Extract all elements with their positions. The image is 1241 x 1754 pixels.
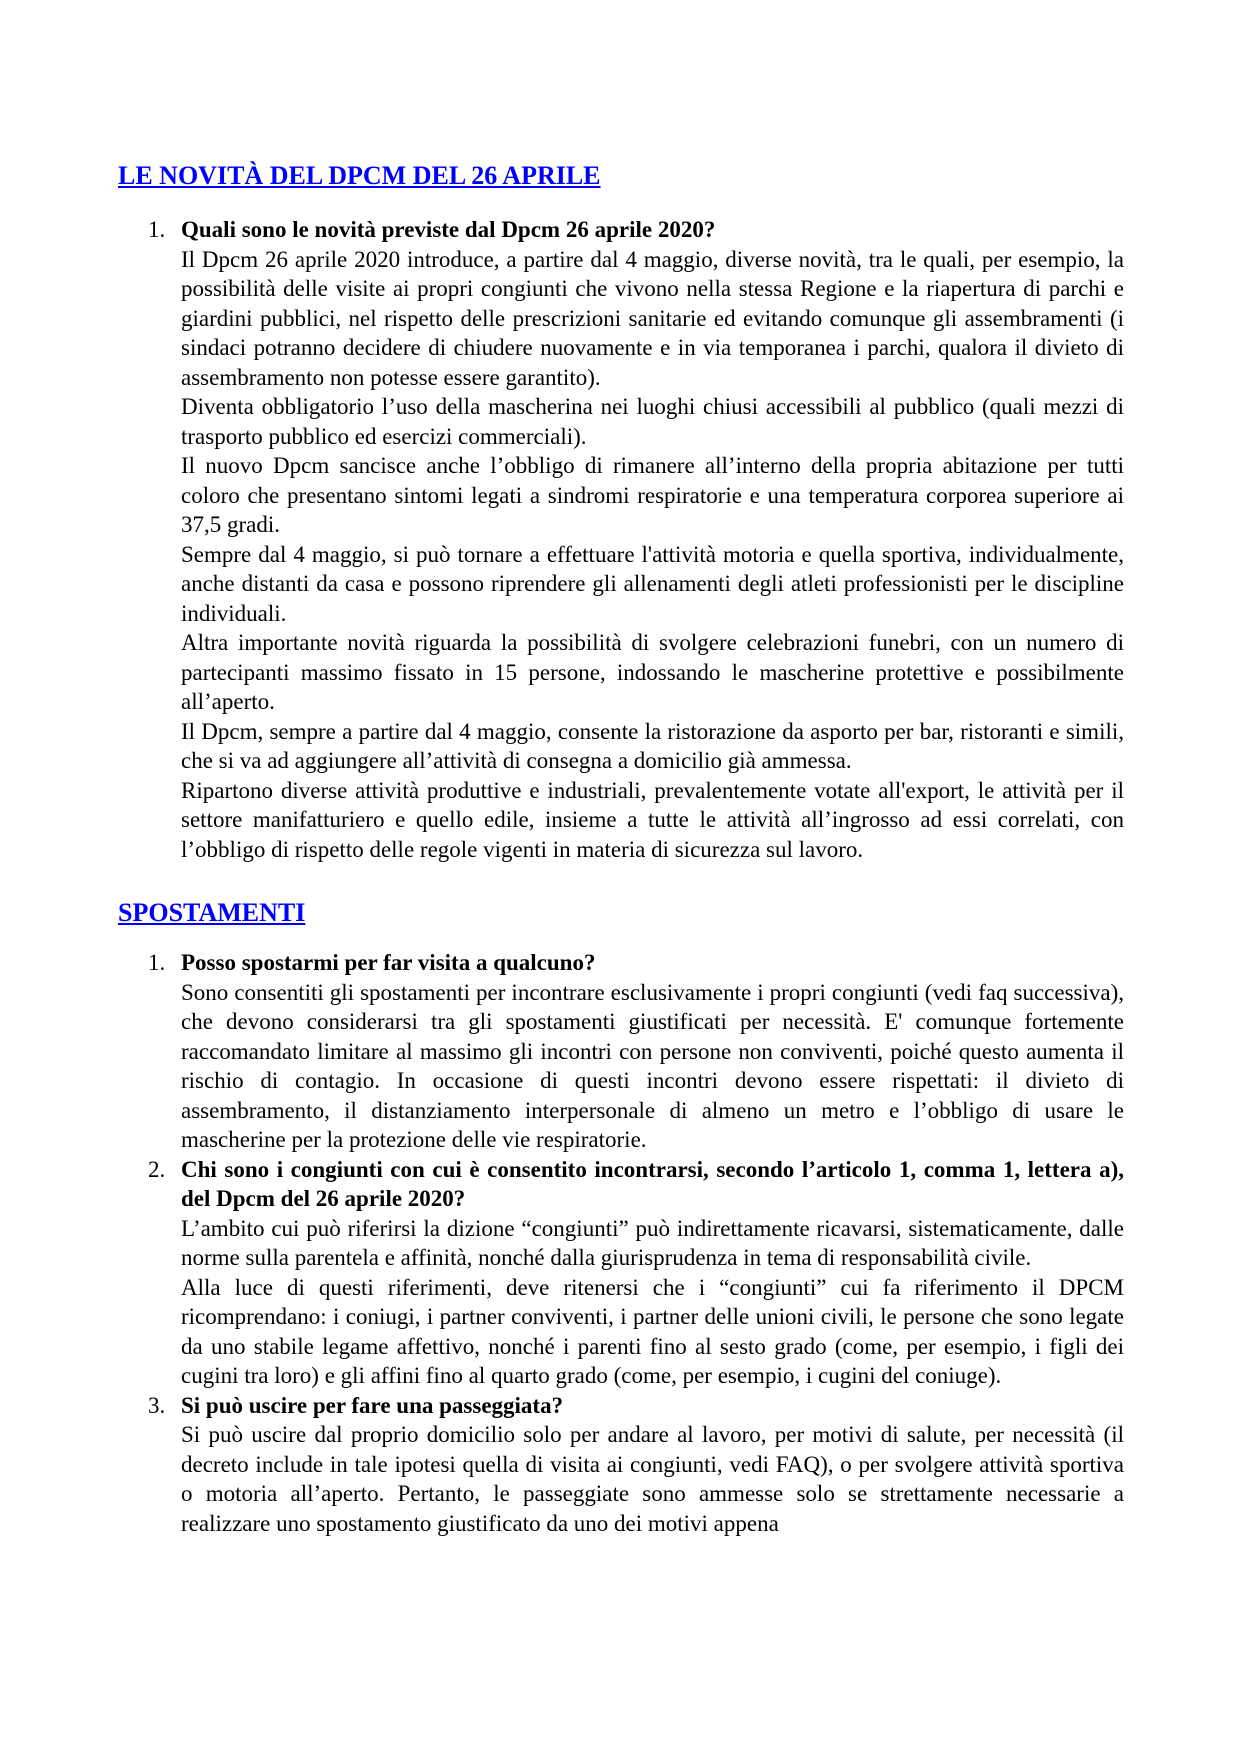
faq-item-content [181,1391,1124,1539]
faq-paragraph: Sono consentiti gli spostamenti per incontrare esclusivamente i propri congiunti (vedi faq successiva), che devono considerarsi tra gli spostamenti giustificati per necessità. E' comunque fortemente raccomandato limitare al massimo gli incontri con persone non conviventi, poiché questo aumenta il rischio di contagio. In occasione di questi incontri devono essere rispettati: il divieto di assembramento, il distanziamento interpersonale di almeno un metro e l’obbligo di usare le mascherine per la protezione delle vie respiratorie. [181,979,1124,1152]
faq-paragraph: Sempre dal 4 maggio, si può tornare a effettuare l'attività motoria e quella sportiva, individualmente, anche distanti da casa e possono riprendere gli allenamenti degli atleti professionisti per le discipline individuali. [181,541,1124,626]
faq-item [118,215,1124,864]
faq-list-spostamenti [118,948,1124,1538]
faq-item-content [181,215,1124,864]
faq-question: Posso spostarmi per far visita a qualcuno? [181,950,596,975]
item-number: 2. [148,1156,166,1182]
faq-paragraph: L’ambito cui può riferirsi la dizione “congiunti” può indirettamente ricavarsi, sistematicamente, dalle norme sulla parentela e affinità, nonché dalla giurisprudenza in tema di responsabilità civile. [181,1215,1124,1270]
faq-question: Chi sono i congiunti con cui è consentito incontrarsi, secondo l’articolo 1, comma 1, lettera a), del Dpcm del 26 aprile 2020? [181,1156,1124,1211]
faq-item-content [181,948,1124,1155]
faq-paragraph: Altra importante novità riguarda la possibilità di svolgere celebrazioni funebri, con un numero di partecipanti massimo fissato in 15 persone, indossando le mascherine protettive e possibilmente all’aperto. [181,630,1124,714]
faq-paragraph: Ripartono diverse attività produttive e industriali, prevalentemente votate all'export, le attività per il settore manifatturiero e quello edile, insieme a tutte le attività all’ingrosso ad essi correlati, con l’obbligo di rispetto delle regole vigenti in materia di sicurezza sul lavoro. [181,777,1124,862]
faq-item-content [181,1155,1124,1391]
faq-list-novita [118,215,1124,864]
faq-question: Quali sono le novità previste dal Dpcm 26 aprile 2020? [181,217,716,242]
item-number: 3. [148,1392,166,1418]
faq-paragraph: Diventa obbligatorio l’uso della mascherina nei luoghi chiusi accessibili al pubblico (quali mezzi di trasporto pubblico ed esercizi commerciali). [181,394,1124,449]
faq-item [118,1391,1124,1539]
faq-paragraph: Il Dpcm, sempre a partire dal 4 maggio, consente la ristorazione da asporto per bar, ristoranti e simili, che si va ad aggiungere all’attività di consegna a domicilio già ammessa. [181,718,1124,773]
item-number: 1. [148,217,166,242]
faq-paragraph: Alla luce di questi riferimenti, deve ritenersi che i “congiunti” cui fa riferimento il DPCM ricomprendano: i coniugi, i partner conviventi, i partner delle unioni civili, le persone che sono legate da uno stabile legame affettivo, nonché i parenti fino al sesto grado (come, per esempio, i figli dei cugini tra loro) e gli affini fino al quarto grado (come, per esempio, i cugini del coniuge). [181,1274,1124,1388]
faq-question: Si può uscire per fare una passeggiata? [181,1392,564,1418]
faq-paragraph: Il nuovo Dpcm sancisce anche l’obbligo di rimanere all’interno della propria abitazione per tutti coloro che presentano sintomi legati a sindromi respiratorie e una temperatura corporea superiore ai 37,5 gradi. [181,453,1124,537]
section-heading-spostamenti: SPOSTAMENTI [118,898,306,927]
faq-paragraph: Si può uscire dal proprio domicilio solo per andare al lavoro, per motivi di salute, per necessità (il decreto include in tale ipotesi quella di visita ai congiunti, vedi FAQ), o per svolgere attività sportiva o motoria all’aperto. Pertanto, le passeggiate sono ammesse solo se strettamente necessarie a realizzare uno spostamento giustificato da uno dei motivi appena [181,1422,1124,1536]
faq-item [118,948,1124,1155]
item-number: 1. [148,950,166,975]
section-heading-novita-dpcm: LE NOVITÀ DEL DPCM DEL 26 APRILE [118,161,601,190]
faq-item [118,1155,1124,1391]
faq-paragraph: Il Dpcm 26 aprile 2020 introduce, a partire dal 4 maggio, diverse novità, tra le quali, per esempio, la possibilità delle visite ai propri congiunti che vivono nella stessa Regione e la riapertura di parchi e giardini pubblici, nel rispetto delle prescrizioni sanitarie ed evitando comunque gli assembramenti (i sindaci potranno decidere di chiudere nuovamente e in via temporanea i parchi, qualora il divieto di assembramento non potesse essere garantito). [181,246,1124,390]
